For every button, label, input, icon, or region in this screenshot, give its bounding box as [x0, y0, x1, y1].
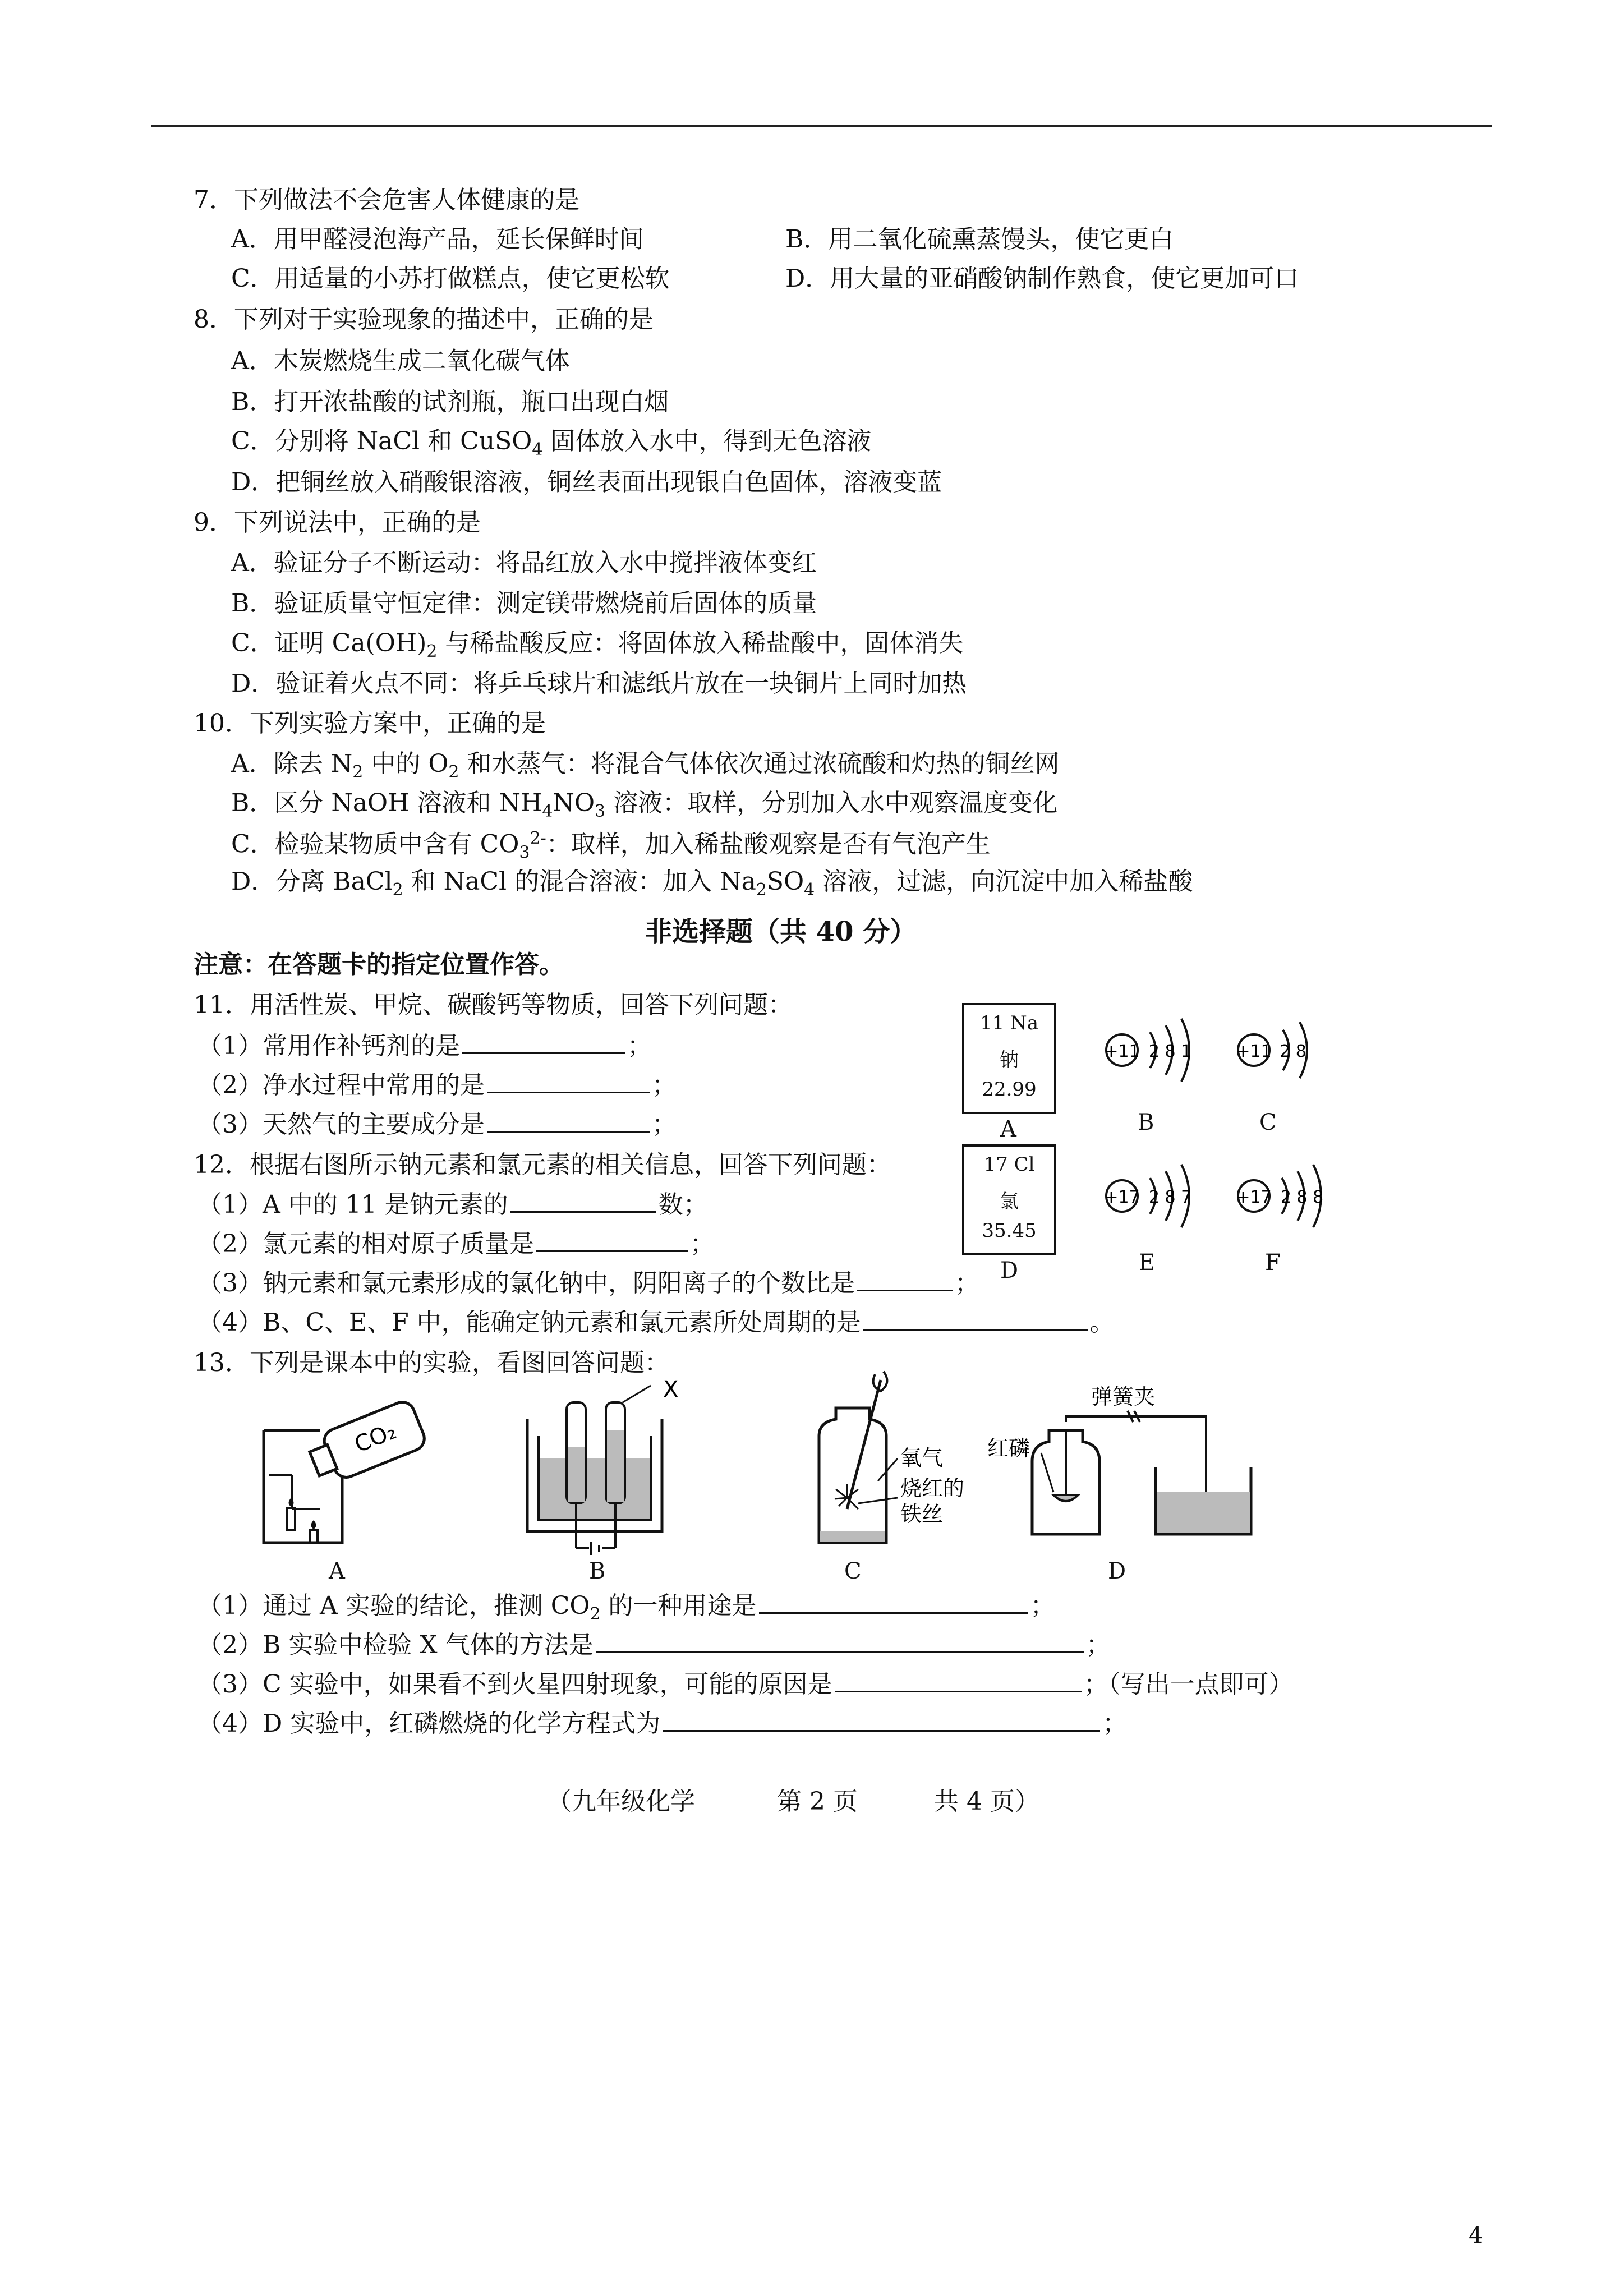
label-e: E [1139, 1250, 1156, 1276]
figure-c-label: C [844, 1558, 862, 1584]
footer-subject: （九年级化学 [547, 1787, 695, 1816]
figure-c-iron-in-oxygen [785, 1369, 976, 1554]
page-number: 4 [1469, 2223, 1483, 2248]
q9-option-b: B．验证质量守恒定律：测定镁带燃烧前后固体的质量 [231, 589, 817, 618]
q12-stem: 12．根据右图所示钠元素和氯元素的相关信息，回答下列问题： [194, 1151, 891, 1179]
q12-part3: （3）钠元素和氯元素形成的氯化钠中，阴阳离子的个数比是 ； [197, 1269, 979, 1297]
answer-note: 注意：在答题卡的指定位置作答。 [194, 950, 564, 979]
svg-text:+11: +11 [1236, 1042, 1272, 1061]
q10-stem: 10．下列实验方案中，正确的是 [194, 709, 546, 738]
q11-part1: （1）常用作补钙剂的是 ； [197, 1032, 652, 1060]
q8-option-c: C．分别将 NaCl 和 CuSO$_4$ 固体放入水中，得到无色溶液 [231, 427, 872, 459]
label-a: A [1000, 1116, 1016, 1142]
q7-option-b: B．用二氧化硫熏蒸馒头，使它更白 [785, 225, 1174, 254]
q13-part3: （3）C 实验中，如果看不到火星四射现象，可能的原因是 ；（写出一点即可） [197, 1670, 1294, 1699]
q9-option-c: C．证明 $Ca(OH)_2$ 与稀盐酸反应：将固体放入稀盐酸中，固体消失 [231, 629, 964, 661]
answer-blank[interactable] [487, 1112, 650, 1133]
q11-part2: （2）净水过程中常用的是 ； [197, 1071, 677, 1099]
q13-part4: （4）D 实验中，红磷燃烧的化学方程式为 ； [197, 1709, 1128, 1738]
q12-part4: （4）B、C、E、F 中，能确定钠元素和氯元素所处周期的是 。 [197, 1308, 1115, 1337]
answer-blank[interactable] [663, 1711, 1100, 1732]
figure-a-co2-candles [247, 1386, 426, 1559]
svg-text:2 8 7: 2 8 7 [1148, 1188, 1192, 1207]
q8-option-d: D．把铜丝放入硝酸银溶液，铜丝表面出现银白色固体，溶液变蓝 [231, 468, 942, 496]
label-f: F [1265, 1250, 1281, 1276]
footer-total: 共 4 页） [934, 1787, 1039, 1816]
q9-stem: 9．下列说法中，正确的是 [194, 508, 481, 537]
figure-d-phosphorus [987, 1383, 1279, 1551]
label-d: D [1000, 1258, 1019, 1283]
q11-stem: 11．用活性炭、甲烷、碳酸钙等物质，回答下列问题： [194, 991, 793, 1019]
svg-text:+17: +17 [1104, 1188, 1140, 1207]
svg-text:烧红的: 烧红的 [900, 1476, 965, 1501]
answer-blank[interactable] [510, 1192, 656, 1213]
q10-option-b: B．区分 NaOH 溶液和 $NH_4NO_3$ 溶液：取样，分别加入水中观察温度变化 [231, 789, 1058, 821]
label-b: B [1138, 1110, 1154, 1135]
q12-part1: （1）A 中的 11 是钠元素的 数； [197, 1190, 708, 1219]
answer-blank[interactable] [835, 1672, 1082, 1692]
answer-blank[interactable] [857, 1271, 953, 1291]
figure-a-label: A [329, 1558, 345, 1584]
atom-diagram-e [1099, 1156, 1212, 1240]
q9-option-d: D．验证着火点不同：将乒乓球片和滤纸片放在一块铜片上同时加热 [231, 669, 967, 698]
q7-option-a: A．用甲醛浸泡海产品，延长保鲜时间 [231, 225, 644, 254]
label-c: C [1259, 1110, 1277, 1135]
svg-text:2 8: 2 8 [1280, 1042, 1306, 1061]
q8-stem: 8．下列对于实验现象的描述中，正确的是 [194, 305, 654, 334]
svg-text:+17: +17 [1236, 1188, 1272, 1207]
figure-b-label: B [589, 1558, 606, 1584]
svg-text:铁丝: 铁丝 [900, 1502, 944, 1526]
svg-text:氧气: 氧气 [900, 1446, 944, 1470]
q11-part3: （3）天然气的主要成分是 ； [197, 1110, 677, 1139]
svg-text:弹簧夹: 弹簧夹 [1091, 1384, 1156, 1409]
q13-stem: 13．下列是课本中的实验，看图回答问题： [194, 1349, 669, 1377]
answer-blank[interactable] [759, 1593, 1028, 1614]
answer-blank[interactable] [487, 1073, 650, 1093]
q8-option-b: B．打开浓盐酸的试剂瓶，瓶口出现白烟 [231, 388, 669, 416]
answer-blank[interactable] [462, 1033, 625, 1054]
chlorine-element-card: 17 Cl 氯 35.45 [962, 1144, 1056, 1255]
q8-option-a: A．木炭燃烧生成二氧化碳气体 [231, 347, 570, 375]
q10-option-a: A．除去 $N_2$ 中的 $O_2$ 和水蒸气：将混合气体依次通过浓硫酸和灼热的铜丝网 [231, 749, 1060, 782]
svg-text:2 8 8: 2 8 8 [1280, 1188, 1324, 1207]
svg-text:+11: +11 [1104, 1042, 1140, 1061]
figure-b-electrolysis [516, 1380, 696, 1559]
q13-part2: （2）B 实验中检验 X 气体的方法是 ； [197, 1631, 1111, 1659]
answer-blank[interactable] [536, 1231, 688, 1252]
q10-option-d: D．分离 BaCl$_2$ 和 NaCl 的混合溶液：加入 $Na_2SO_4$ 溶液，过滤，向沉淀中加入稀盐酸 [231, 867, 1193, 900]
atom-diagram-b [1099, 1010, 1212, 1094]
answer-blank[interactable] [863, 1310, 1088, 1331]
atom-diagram-c [1231, 1010, 1332, 1094]
svg-text:红磷: 红磷 [987, 1436, 1030, 1461]
figure-d-label: D [1108, 1558, 1126, 1584]
q9-option-a: A．验证分子不断运动：将品红放入水中搅拌液体变红 [231, 549, 817, 577]
footer-page: 第 2 页 [777, 1787, 858, 1816]
q7-stem: 7．下列做法不会危害人体健康的是 [194, 186, 579, 214]
q13-part1: （1）通过 A 实验的结论，推测 $CO_2$ 的一种用途是 ； [197, 1591, 1055, 1624]
atom-diagram-f [1231, 1156, 1344, 1240]
q7-option-c: C．用适量的小苏打做糕点，使它更松软 [231, 264, 670, 293]
answer-blank[interactable] [596, 1632, 1084, 1653]
svg-text:CO₂: CO₂ [351, 1418, 400, 1458]
section-title: 非选择题（共 40 分） [645, 916, 917, 947]
svg-text:2 8 1: 2 8 1 [1148, 1042, 1192, 1061]
q12-part2: （2）氯元素的相对原子质量是 ； [197, 1230, 715, 1258]
q7-option-d: D．用大量的亚硝酸钠制作熟食，使它更加可口 [785, 264, 1299, 293]
svg-text:X: X [663, 1380, 679, 1402]
q10-option-c: C．检验某物质中含有 $CO_3^{2-}$：取样，加入稀盐酸观察是否有气泡产生 [231, 829, 991, 863]
sodium-element-card: 11 Na 钠 22.99 [962, 1003, 1056, 1114]
header-rule [151, 125, 1492, 127]
